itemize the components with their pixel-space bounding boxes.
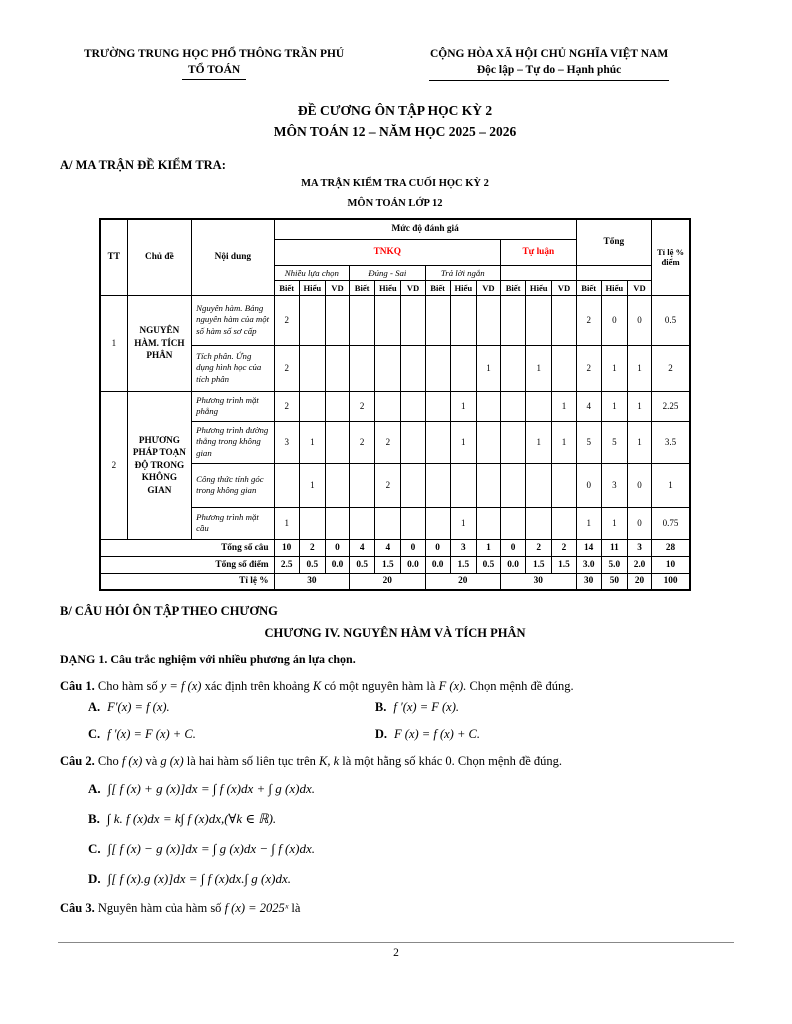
- motto: Độc lập – Tự do – Hạnh phúc: [476, 64, 622, 77]
- matrix-cell: [325, 463, 349, 507]
- matrix-cell: [425, 295, 450, 345]
- matrix-cell: 1: [450, 421, 476, 463]
- matrix-cell: 1.5: [526, 556, 552, 573]
- matrix-cell: 0: [325, 539, 349, 556]
- matrix-cell: 10: [652, 556, 690, 573]
- col-header-dungsai: Đúng - Sai: [350, 265, 425, 280]
- question-2-text: Cho: [97, 754, 122, 769]
- footer-label: Tỉ lệ %: [100, 573, 274, 590]
- question-2-math: K, k: [319, 754, 340, 769]
- option-key: D.: [88, 870, 101, 886]
- matrix-cell: [476, 421, 500, 463]
- empty-cell: [501, 265, 577, 280]
- matrix-cell: [450, 295, 476, 345]
- matrix-cell: [375, 507, 401, 539]
- option-formula: ∫[ f (x) + g (x)]dx = ∫ f (x)dx + ∫ g (x)dx.: [107, 781, 316, 797]
- col-header-hieu: Hiểu: [299, 280, 325, 295]
- option-2d: [60, 869, 730, 890]
- matrix-cell: [476, 507, 500, 539]
- matrix-cell: [401, 295, 425, 345]
- matrix-row: [100, 295, 690, 345]
- footer-label: Tổng số điểm: [100, 556, 274, 573]
- option-1a: [88, 700, 375, 715]
- matrix-cell: 2: [576, 345, 601, 391]
- matrix-cell: [552, 507, 576, 539]
- matrix-cell: 0.0: [501, 556, 526, 573]
- matrix-cell: [350, 345, 375, 391]
- noidung-cell: Phương trình mặt phẳng: [192, 391, 275, 421]
- matrix-cell: 20: [627, 573, 651, 590]
- matrix-cell: 2: [274, 345, 299, 391]
- matrix-cell: [350, 507, 375, 539]
- document-title: [60, 101, 730, 143]
- question-1-math: y = f (x): [160, 679, 202, 694]
- matrix-cell: [450, 463, 476, 507]
- matrix-cell: [552, 345, 576, 391]
- col-header-biet: Biết: [501, 280, 526, 295]
- matrix-cell: 2: [350, 391, 375, 421]
- matrix-cell: 0.5: [350, 556, 375, 573]
- question-2-options: [60, 779, 730, 889]
- matrix-cell: 3.0: [576, 556, 601, 573]
- matrix-cell: 1: [450, 391, 476, 421]
- matrix-cell: 0: [627, 507, 651, 539]
- question-2-text: và: [142, 754, 161, 769]
- matrix-cell: [425, 345, 450, 391]
- matrix-cell: 0: [501, 539, 526, 556]
- matrix-cell: 1: [601, 507, 627, 539]
- matrix-cell: 1: [627, 345, 651, 391]
- matrix-cell: [501, 391, 526, 421]
- tt-cell: 2: [100, 391, 127, 539]
- matrix-cell: [552, 463, 576, 507]
- question-1-text: có một nguyên hàm là: [321, 679, 439, 694]
- col-header-chude: Chủ đề: [127, 219, 191, 295]
- matrix-cell: 0.5: [652, 295, 690, 345]
- matrix-cell: [325, 391, 349, 421]
- matrix-cell: 0: [627, 295, 651, 345]
- matrix-cell: [325, 295, 349, 345]
- col-header-mucdo: Mức độ đánh giá: [274, 219, 576, 239]
- matrix-cell: 0: [425, 539, 450, 556]
- matrix-cell: 2: [652, 345, 690, 391]
- matrix-cell: 20: [350, 573, 425, 590]
- matrix-cell: 2: [350, 421, 375, 463]
- matrix-cell: 0.0: [325, 556, 349, 573]
- col-header-tuluan: Tự luận: [501, 239, 577, 265]
- matrix-cell: 5: [601, 421, 627, 463]
- matrix-cell: 10: [274, 539, 299, 556]
- matrix-cell: 1: [601, 391, 627, 421]
- question-2-math: f (x): [121, 754, 143, 769]
- matrix-cell: [375, 295, 401, 345]
- matrix-cell: 1: [299, 421, 325, 463]
- matrix-cell: 11: [601, 539, 627, 556]
- section-b-heading: B/ CÂU HỎI ÔN TẬP THEO CHƯƠNG: [60, 604, 278, 619]
- matrix-cell: [350, 295, 375, 345]
- option-1c: [88, 727, 375, 742]
- matrix-cell: [501, 345, 526, 391]
- noidung-cell: Nguyên hàm. Bảng nguyên hàm của một số hàm số sơ cấp: [192, 295, 275, 345]
- col-header-traloingan: Trả lời ngắn: [425, 265, 500, 280]
- option-key: B.: [88, 811, 100, 827]
- matrix-cell: 1.5: [375, 556, 401, 573]
- matrix-cell: 1: [552, 391, 576, 421]
- col-header-noidung: Nội dung: [192, 219, 275, 295]
- matrix-cell: [401, 345, 425, 391]
- question-2: [60, 752, 730, 770]
- question-3-label: Câu 3.: [60, 901, 95, 916]
- matrix-cell: [425, 507, 450, 539]
- matrix-header-row-1: [100, 219, 690, 239]
- matrix-cell: [552, 295, 576, 345]
- matrix-cell: 0: [576, 463, 601, 507]
- matrix-cell: 1: [274, 507, 299, 539]
- option-formula: ∫[ f (x).g (x)]dx = ∫ f (x)dx.∫ g (x)dx.: [107, 870, 291, 886]
- question-3-math: f (x) = 2025ˣ: [224, 901, 289, 916]
- matrix-cell: [299, 345, 325, 391]
- matrix-cell: [476, 391, 500, 421]
- option-2c: [60, 839, 730, 860]
- col-header-tong: Tổng: [576, 219, 652, 265]
- matrix-cell: 1.5: [552, 556, 576, 573]
- matrix-cell: 2: [375, 421, 401, 463]
- matrix-cell: [476, 295, 500, 345]
- noidung-cell: Tích phân. Ứng dụng hình học của tích phân: [192, 345, 275, 391]
- matrix-cell: 3: [274, 421, 299, 463]
- question-2-math: g (x): [160, 754, 184, 769]
- option-key: D.: [374, 727, 388, 742]
- question-1-text: Cho hàm số: [97, 679, 161, 694]
- question-1: [60, 677, 730, 695]
- option-1d: [375, 727, 730, 742]
- matrix-subtitle: MÔN TOÁN LỚP 12: [347, 198, 443, 210]
- question-2-text: là hai hàm số liên tục trên: [183, 754, 320, 769]
- matrix-cell: [425, 463, 450, 507]
- matrix-cell: 2: [375, 463, 401, 507]
- footer-rule: [58, 942, 734, 943]
- matrix-cell: 30: [576, 573, 601, 590]
- matrix-cell: [501, 463, 526, 507]
- col-header-hieu: Hiểu: [375, 280, 401, 295]
- question-1-text: xác định trên khoảng: [201, 679, 313, 694]
- option-key: C.: [88, 727, 101, 742]
- col-header-tt: TT: [100, 219, 127, 295]
- question-2-text: là một hằng số khác 0. Chọn mệnh đề đúng.: [339, 754, 563, 769]
- matrix-cell: [299, 295, 325, 345]
- matrix-cell: 2: [552, 539, 576, 556]
- option-key: A.: [88, 700, 101, 715]
- matrix-row: [100, 391, 690, 421]
- country-title: CỘNG HÒA XÃ HỘI CHỦ NGHĨA VIỆT NAM: [429, 48, 669, 60]
- question-3-text: là: [288, 901, 301, 916]
- matrix-cell: [325, 507, 349, 539]
- matrix-cell: 5: [576, 421, 601, 463]
- matrix-cell: 0.0: [425, 556, 450, 573]
- matrix-cell: [450, 345, 476, 391]
- option-1b: [375, 700, 730, 715]
- option-2a: [60, 779, 730, 800]
- matrix-cell: 50: [601, 573, 627, 590]
- col-header-hieu: Hiểu: [601, 280, 627, 295]
- empty-cell: [576, 265, 652, 280]
- matrix-cell: 30: [274, 573, 349, 590]
- matrix-cell: 1: [576, 507, 601, 539]
- matrix-cell: [401, 507, 425, 539]
- col-header-tnkq: TNKQ: [274, 239, 500, 265]
- option-key: B.: [374, 700, 387, 715]
- matrix-cell: 100: [652, 573, 690, 590]
- letterhead-left: [60, 46, 368, 81]
- matrix-cell: 2: [576, 295, 601, 345]
- matrix-cell: [401, 463, 425, 507]
- matrix-cell: [274, 463, 299, 507]
- dang1-heading: DẠNG 1. Câu trắc nghiệm với nhiều phương án lựa chọn.: [60, 652, 356, 667]
- matrix-cell: 30: [501, 573, 577, 590]
- matrix-cell: 0: [401, 539, 425, 556]
- matrix-footer-tile: [100, 573, 690, 590]
- option-formula: F′(x) = f (x).: [107, 700, 170, 715]
- matrix-cell: [526, 463, 552, 507]
- col-header-vd: VD: [476, 280, 500, 295]
- section-a-heading: A/ MA TRẬN ĐỀ KIỂM TRA:: [60, 158, 226, 173]
- col-header-hieu: Hiểu: [526, 280, 552, 295]
- matrix-cell: [501, 421, 526, 463]
- page-number: 2: [393, 947, 399, 959]
- exam-matrix-table: [99, 218, 691, 591]
- chude-cell: PHƯƠNG PHÁP TOẠN ĐỘ TRONG KHÔNG GIAN: [127, 391, 191, 539]
- matrix-cell: 28: [652, 539, 690, 556]
- school-name: TRƯỜNG TRUNG HỌC PHỔ THÔNG TRẦN PHÚ: [83, 48, 345, 60]
- matrix-cell: [375, 391, 401, 421]
- question-1-math: F (x).: [438, 679, 467, 694]
- question-3: [60, 899, 730, 917]
- matrix-cell: [325, 345, 349, 391]
- matrix-cell: [501, 295, 526, 345]
- chapter-heading: CHƯƠNG IV. NGUYÊN HÀM VÀ TÍCH PHÂN: [264, 626, 526, 641]
- noidung-cell: Phương trình mặt cầu: [192, 507, 275, 539]
- matrix-cell: [299, 391, 325, 421]
- noidung-cell: Phương trình đường thẳng trong không gian: [192, 421, 275, 463]
- matrix-cell: 2: [274, 391, 299, 421]
- matrix-cell: 2.5: [274, 556, 299, 573]
- option-2b: [60, 809, 730, 830]
- question-1-options: [60, 700, 730, 742]
- matrix-cell: 1: [526, 421, 552, 463]
- col-header-vd: VD: [401, 280, 425, 295]
- option-key: A.: [88, 781, 101, 797]
- matrix-cell: [526, 295, 552, 345]
- matrix-cell: 1.5: [450, 556, 476, 573]
- matrix-cell: 1: [476, 345, 500, 391]
- chude-cell: NGUYÊN HÀM. TÍCH PHÂN: [127, 295, 191, 391]
- matrix-cell: 1: [627, 391, 651, 421]
- matrix-cell: [325, 421, 349, 463]
- matrix-footer-socau: [100, 539, 690, 556]
- col-header-biet: Biết: [425, 280, 450, 295]
- matrix-cell: 1: [526, 345, 552, 391]
- matrix-block: [60, 178, 730, 591]
- matrix-cell: 3.5: [652, 421, 690, 463]
- question-3-text: Nguyên hàm của hàm số: [97, 901, 225, 916]
- matrix-cell: 0.5: [299, 556, 325, 573]
- col-header-vd: VD: [552, 280, 576, 295]
- matrix-cell: 20: [425, 573, 500, 590]
- col-header-biet: Biết: [350, 280, 375, 295]
- matrix-cell: 1: [552, 421, 576, 463]
- matrix-cell: 4: [350, 539, 375, 556]
- option-formula: f ′(x) = F (x) + C.: [107, 727, 196, 742]
- tt-cell: 1: [100, 295, 127, 391]
- matrix-cell: 1: [450, 507, 476, 539]
- matrix-cell: [526, 391, 552, 421]
- question-2-label: Câu 2.: [60, 754, 95, 769]
- matrix-cell: [299, 507, 325, 539]
- option-key: C.: [88, 840, 101, 856]
- matrix-cell: [350, 463, 375, 507]
- matrix-cell: [425, 421, 450, 463]
- noidung-cell: Công thức tính góc trong không gian: [192, 463, 275, 507]
- matrix-cell: 2: [274, 295, 299, 345]
- option-formula: ∫[ f (x) − g (x)]dx = ∫ g (x)dx − ∫ f (x)dx.: [107, 840, 316, 856]
- col-header-tile: Tỉ lệ % điểm: [652, 219, 690, 295]
- matrix-cell: [476, 463, 500, 507]
- col-header-nlc: Nhiều lựa chọn: [274, 265, 349, 280]
- matrix-cell: 3: [627, 539, 651, 556]
- department-name: TỔ TOÁN: [182, 62, 246, 80]
- matrix-cell: 3: [601, 463, 627, 507]
- matrix-cell: 0.0: [401, 556, 425, 573]
- col-header-vd: VD: [325, 280, 349, 295]
- option-formula: F (x) = f (x) + C.: [394, 727, 480, 742]
- matrix-cell: [401, 421, 425, 463]
- matrix-cell: 1: [476, 539, 500, 556]
- title-line-1: ĐỀ CƯƠNG ÔN TẬP HỌC KỲ 2: [297, 103, 493, 119]
- letterhead: [60, 46, 730, 81]
- letterhead-right: [368, 46, 730, 81]
- matrix-cell: [375, 345, 401, 391]
- matrix-cell: 1: [299, 463, 325, 507]
- question-1-math: K: [312, 679, 322, 694]
- option-formula: ∫ k. f (x)dx = k∫ f (x)dx,(∀k ∈ ℝ).: [106, 811, 277, 827]
- matrix-cell: 2: [299, 539, 325, 556]
- col-header-biet: Biết: [576, 280, 601, 295]
- matrix-cell: [501, 507, 526, 539]
- matrix-cell: 2.0: [627, 556, 651, 573]
- matrix-cell: [425, 391, 450, 421]
- col-header-hieu: Hiểu: [450, 280, 476, 295]
- matrix-cell: 1: [627, 421, 651, 463]
- matrix-cell: [526, 507, 552, 539]
- matrix-cell: 1: [601, 345, 627, 391]
- col-header-biet: Biết: [274, 280, 299, 295]
- matrix-cell: 0: [601, 295, 627, 345]
- matrix-cell: 2: [526, 539, 552, 556]
- title-line-2: MÔN TOÁN 12 – NĂM HỌC 2025 – 2026: [273, 124, 517, 140]
- option-formula: f ′(x) = F (x).: [393, 700, 460, 715]
- matrix-cell: 5.0: [601, 556, 627, 573]
- footer-label: Tổng số câu: [100, 539, 274, 556]
- col-header-vd: VD: [627, 280, 651, 295]
- matrix-cell: 3: [450, 539, 476, 556]
- matrix-cell: 14: [576, 539, 601, 556]
- matrix-cell: 0.75: [652, 507, 690, 539]
- matrix-title: MA TRẬN KIỂM TRA CUỐI HỌC KỲ 2: [301, 178, 489, 190]
- matrix-cell: [401, 391, 425, 421]
- matrix-cell: 1: [652, 463, 690, 507]
- question-1-label: Câu 1.: [60, 679, 95, 694]
- question-1-text: Chọn mệnh đề đúng.: [466, 679, 574, 694]
- matrix-cell: 4: [375, 539, 401, 556]
- matrix-cell: 0: [627, 463, 651, 507]
- matrix-cell: 4: [576, 391, 601, 421]
- matrix-footer-sodiem: [100, 556, 690, 573]
- matrix-cell: 2.25: [652, 391, 690, 421]
- motto-underline: [429, 80, 669, 81]
- matrix-cell: 0.5: [476, 556, 500, 573]
